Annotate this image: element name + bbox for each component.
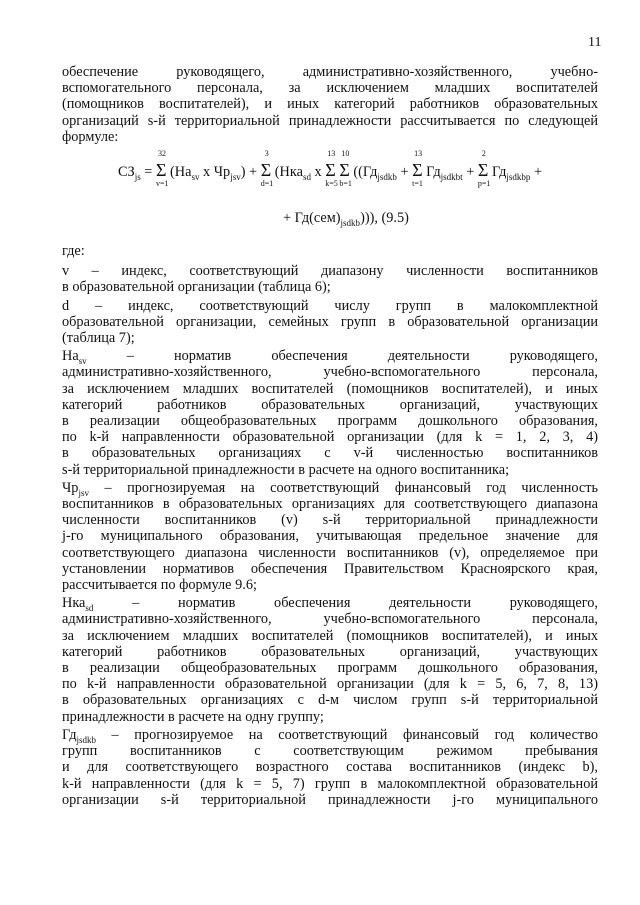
intro-line: вспомогательного персонала, за исключением младших воспитателей <box>62 80 598 97</box>
definition-d: d – индекс, соответствующий числу групп в малокомплектной образовательной организации, семейных групп в образовательной организации (таблица 7); <box>62 297 598 347</box>
intro-line: обеспечение руководящего, административно-хозяйственного, учебно- <box>62 64 598 80</box>
definition-gd-jsdkb: $Гд_{jsdkb}$ – прогнозируемое на соответствующий финансовый год количество групп воспитанников с соответствующим режимом пребывания и для соответствующего возрастного состава воспитанников (индекс b), k-й направленности (для k = 5, 7) групп в малокомплектной образовательной организации s-й территориальной принадлежности j-го муниципального <box>62 726 598 808</box>
sum-symbol: 10 Σ b=1 <box>339 149 352 188</box>
definition-nka-sd: Нка$_{sd}$ – норматив обеспечения деятельности руководящего, административно-хозяйственного, учебно-вспомогательного персонала, за исключением младших воспитателей (помощников воспитателей), и иных категорий работников образовательных организаций, участвующих в реализации общеобразовательных программ дошкольного образования, по k-й направленности образовательной организации (для k = 5, 6, 7, 8, 13) в образовательных организациях с d-м числом групп s-й территориальной принадлежности в расчете на одну группу; <box>62 595 598 725</box>
sum-symbol: 32 Σ v=1 <box>155 149 169 188</box>
sum-symbol: 13 Σ k=5 <box>325 149 338 188</box>
formula-row-2: + $Гд(сем)_{jsdkb}$))), (9.5) <box>283 210 409 228</box>
definitions <box>62 243 598 808</box>
intro-line: организаций s-й территориальной принадлежности рассчитывается по следующей <box>62 112 598 129</box>
intro-line: формуле: <box>62 128 119 145</box>
sum-symbol: 3 Σ d=1 <box>260 149 274 188</box>
definition-chr-jsv: $Чр_{jsv}$ – прогнозируемая на соответствующий финансовый год численность воспитанников в образовательных организациях для соответствующего диапазона численности воспитанников (v) s-й территориальной принадлежности j-го муниципального образования, учитывающая предельное значение для соответствующего диапазона численности воспитанников (v), определяемое при установлении нормативов обеспечения Правительством Красноярского края, рассчитывается по формуле 9.6; <box>62 479 598 594</box>
page-number: 11 <box>588 35 602 50</box>
definition-v: v – индекс, соответствующий диапазону численности воспитанников в образовательной организации (таблица 6); <box>62 263 598 296</box>
where-label: где: <box>62 243 85 259</box>
definition-na-sv: $На_{sv}$ – норматив обеспечения деятельности руководящего, административно-хозяйственного, учебно-вспомогательного персонала, за исключением младших воспитателей (помощников воспитателей), и иных категорий работников образовательных организаций, участвующих в реализации общеобразовательных программ дошкольного образования, по k-й направленности образовательной организации (для k = 1, 2, 3, 4) в образовательных организациях с v-й численностью воспитанников s-й территориальной принадлежности в расчете на одного воспитанника; <box>62 348 598 478</box>
formula-row-1: $СЗ_{js}$ = 32 Σ v=1 ($На_{sv}$ х $Чр_{jsv}$) + 3 Σ d=1 (Нка$_{sd}$ х 13 Σ k=5 10 Σ b=1 (($Гд_{jsdkb}$ + 13 Σ t=1 $Гд_{jsdkbt}$ + 2 Σ p=1 $Гд_{jsdkbp}$ + <box>118 149 543 188</box>
intro-paragraph <box>62 64 598 145</box>
intro-line: (помощников воспитателей), и иных категорий работников образовательных <box>62 96 598 113</box>
sum-symbol: 13 Σ t=1 <box>412 149 423 188</box>
sum-symbol: 2 Σ p=1 <box>477 149 491 188</box>
